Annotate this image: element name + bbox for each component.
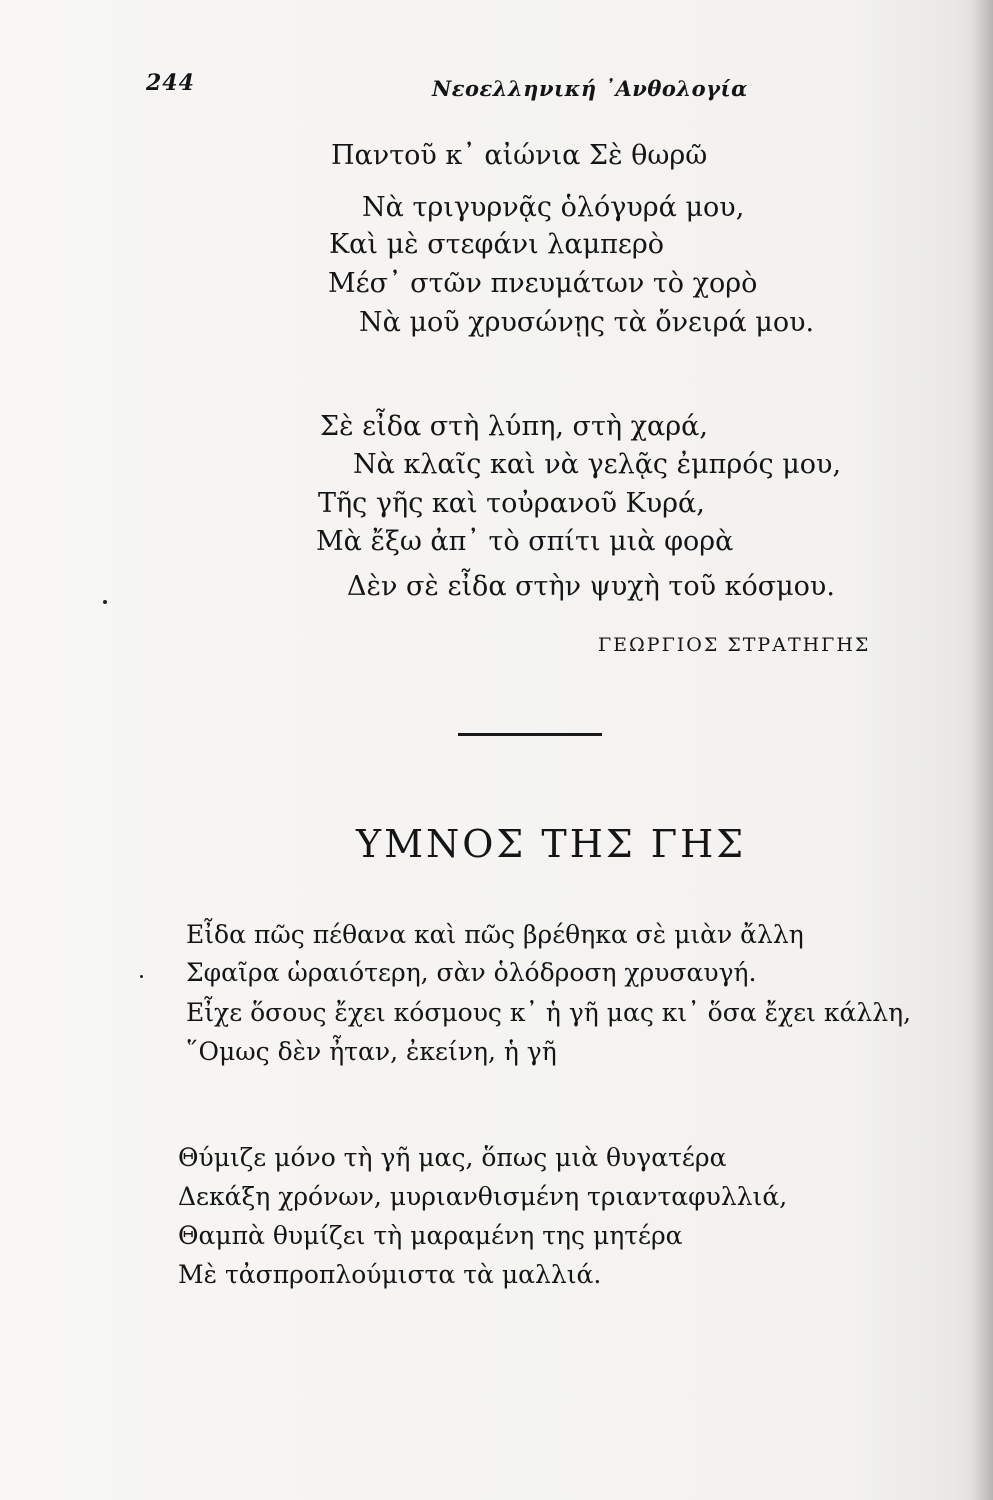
poem2-stanza1-line4: ῞Ομως δὲν ἦταν, ἐκείνη, ἡ γῆ bbox=[186, 1037, 557, 1066]
poem1-stanza2-line4: Μὰ ἔξω ἀπ᾿ τὸ σπίτι μιὰ φορὰ bbox=[316, 526, 734, 557]
poem2-stanza2-line1: Θύμιζε μόνο τὴ γῆ μας, ὅπως μιὰ θυγατέρα bbox=[178, 1143, 727, 1172]
poem1-stanza1-line2: Νὰ τριγυρνᾷς ὁλόγυρά μου, bbox=[362, 192, 745, 223]
poem-title: ΥΜΝΟΣ ΤΗΣ ΓΗΣ bbox=[356, 822, 747, 866]
poem1-stanza1-line1: Παντοῦ κ᾿ αἰώνια Σὲ θωρῶ bbox=[331, 140, 708, 171]
poem2-stanza2-line4: Μὲ τἀσπροπλούμιστα τὰ μαλλιά. bbox=[178, 1260, 602, 1289]
author-signature: ΓΕΩΡΓΙΟΣ ΣΤΡΑΤΗΓΗΣ bbox=[598, 634, 871, 656]
page-number: 244 bbox=[146, 70, 195, 96]
poem2-stanza1-line3: Εἶχε ὅσους ἔχει κόσμους κ᾿ ἡ γῆ μας κι᾿ ὅσα ἔχει κάλλη, bbox=[186, 998, 912, 1027]
running-title: Νεοελληνική ᾿Ανθολογία bbox=[432, 76, 748, 101]
section-divider bbox=[458, 733, 602, 736]
page-edge-shadow bbox=[971, 0, 993, 1500]
ink-speck bbox=[140, 975, 143, 978]
poem1-stanza1-line3: Καὶ μὲ στεφάνι λαμπερὸ bbox=[329, 229, 665, 260]
poem1-stanza2-line1: Σὲ εἶδα στὴ λύπη, στὴ χαρά, bbox=[320, 411, 708, 442]
poem1-stanza1-line5: Νὰ μοῦ χρυσώνῃς τὰ ὄνειρά μου. bbox=[359, 307, 815, 338]
poem2-stanza1-line2: Σφαῖρα ὡραιότερη, σὰν ὁλόδροση χρυσαυγή. bbox=[186, 958, 757, 987]
poem2-stanza1-line1: Εἶδα πῶς πέθανα καὶ πῶς βρέθηκα σὲ μιὰν ἄλλη bbox=[186, 920, 804, 949]
poem1-stanza2-line3: Τῆς γῆς καὶ τοὐρανοῦ Κυρά, bbox=[318, 488, 705, 519]
ink-speck bbox=[103, 600, 107, 604]
poem2-stanza2-line3: Θαμπὰ θυμίζει τὴ μαραμένη της μητέρα bbox=[178, 1221, 683, 1250]
poem1-stanza2-line2: Νὰ κλαῖς καὶ νὰ γελᾷς ἐμπρός μου, bbox=[353, 449, 842, 480]
poem2-stanza2-line2: Δεκάξη χρόνων, μυριανθισμένη τριανταφυλλιά, bbox=[178, 1182, 788, 1211]
poem1-stanza1-line4: Μέσ᾿ στῶν πνευμάτων τὸ χορὸ bbox=[328, 268, 758, 299]
poem1-stanza2-line5: Δὲν σὲ εἶδα στὴν ψυχὴ τοῦ κόσμου. bbox=[347, 571, 835, 602]
